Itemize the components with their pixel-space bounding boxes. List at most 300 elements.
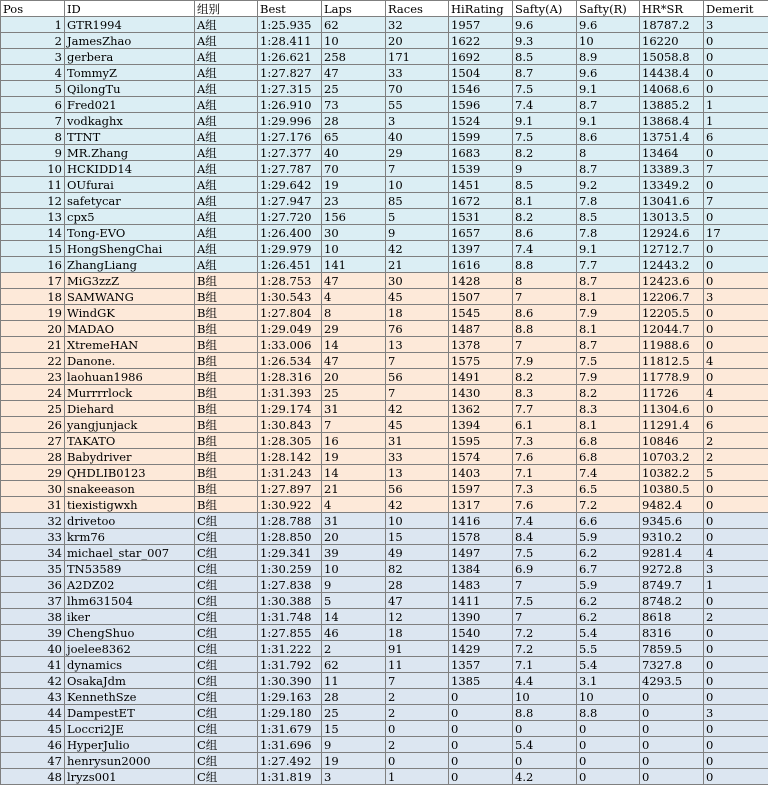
cell-races[interactable]: 29 <box>386 145 449 161</box>
cell-hirating[interactable]: 1692 <box>449 49 513 65</box>
cell-safty-r[interactable]: 0 <box>577 721 640 737</box>
cell-safty-r[interactable]: 8.1 <box>577 321 640 337</box>
cell-races[interactable]: 21 <box>386 257 449 273</box>
cell-id[interactable]: WindGK <box>65 305 195 321</box>
cell-hirating[interactable]: 1483 <box>449 577 513 593</box>
cell-safty-r[interactable]: 8.3 <box>577 401 640 417</box>
cell-best[interactable]: 1:29.341 <box>258 545 322 561</box>
cell-group[interactable]: C组 <box>195 689 258 705</box>
cell-demerit[interactable]: 1 <box>704 97 768 113</box>
cell-laps[interactable]: 29 <box>322 321 386 337</box>
cell-pos[interactable]: 20 <box>1 321 65 337</box>
cell-hirating[interactable]: 1451 <box>449 177 513 193</box>
cell-hr-sr[interactable]: 10703.2 <box>640 449 704 465</box>
cell-group[interactable]: C组 <box>195 769 258 785</box>
cell-group[interactable]: A组 <box>195 209 258 225</box>
cell-hirating[interactable]: 1378 <box>449 337 513 353</box>
cell-demerit[interactable]: 0 <box>704 753 768 769</box>
cell-laps[interactable]: 25 <box>322 705 386 721</box>
cell-races[interactable]: 7 <box>386 673 449 689</box>
table-row[interactable] <box>1 81 768 97</box>
cell-safty-r[interactable]: 7.9 <box>577 369 640 385</box>
cell-pos[interactable]: 3 <box>1 49 65 65</box>
cell-hirating[interactable]: 1599 <box>449 129 513 145</box>
cell-demerit[interactable]: 0 <box>704 593 768 609</box>
cell-pos[interactable]: 23 <box>1 369 65 385</box>
table-row[interactable] <box>1 209 768 225</box>
cell-safty-a[interactable]: 8.6 <box>513 225 577 241</box>
cell-id[interactable]: Danone. <box>65 353 195 369</box>
cell-group[interactable]: A组 <box>195 145 258 161</box>
cell-laps[interactable]: 258 <box>322 49 386 65</box>
table-row[interactable] <box>1 529 768 545</box>
table-row[interactable] <box>1 305 768 321</box>
cell-id[interactable]: TN53589 <box>65 561 195 577</box>
cell-safty-r[interactable]: 5.5 <box>577 641 640 657</box>
cell-races[interactable]: 76 <box>386 321 449 337</box>
cell-id[interactable]: joelee8362 <box>65 641 195 657</box>
cell-best[interactable]: 1:27.492 <box>258 753 322 769</box>
column-header-best[interactable]: Best <box>258 1 322 17</box>
cell-group[interactable]: C组 <box>195 561 258 577</box>
cell-laps[interactable]: 28 <box>322 689 386 705</box>
cell-races[interactable]: 32 <box>386 17 449 33</box>
cell-races[interactable]: 47 <box>386 593 449 609</box>
cell-laps[interactable]: 65 <box>322 129 386 145</box>
cell-group[interactable]: A组 <box>195 225 258 241</box>
column-header-demerit[interactable]: Demerit <box>704 1 768 17</box>
cell-group[interactable]: B组 <box>195 465 258 481</box>
table-row[interactable] <box>1 145 768 161</box>
table-row[interactable] <box>1 257 768 273</box>
cell-id[interactable]: GTR1994 <box>65 17 195 33</box>
cell-id[interactable]: krm76 <box>65 529 195 545</box>
cell-hirating[interactable]: 0 <box>449 753 513 769</box>
cell-laps[interactable]: 11 <box>322 673 386 689</box>
cell-hr-sr[interactable]: 13464 <box>640 145 704 161</box>
cell-hirating[interactable]: 1357 <box>449 657 513 673</box>
cell-hirating[interactable]: 1416 <box>449 513 513 529</box>
cell-laps[interactable]: 4 <box>322 497 386 513</box>
cell-safty-a[interactable]: 7.5 <box>513 593 577 609</box>
cell-safty-r[interactable]: 8.7 <box>577 161 640 177</box>
cell-id[interactable]: Diehard <box>65 401 195 417</box>
cell-group[interactable]: C组 <box>195 577 258 593</box>
cell-best[interactable]: 1:30.388 <box>258 593 322 609</box>
cell-races[interactable]: 45 <box>386 289 449 305</box>
table-row[interactable] <box>1 385 768 401</box>
cell-id[interactable]: HyperJulio <box>65 737 195 753</box>
cell-laps[interactable]: 19 <box>322 177 386 193</box>
cell-hirating[interactable]: 1596 <box>449 97 513 113</box>
cell-best[interactable]: 1:31.792 <box>258 657 322 673</box>
cell-hirating[interactable]: 1524 <box>449 113 513 129</box>
cell-best[interactable]: 1:27.947 <box>258 193 322 209</box>
cell-group[interactable]: C组 <box>195 545 258 561</box>
cell-laps[interactable]: 39 <box>322 545 386 561</box>
cell-id[interactable]: MR.Zhang <box>65 145 195 161</box>
column-header-laps[interactable]: Laps <box>322 1 386 17</box>
cell-best[interactable]: 1:31.393 <box>258 385 322 401</box>
cell-id[interactable]: Loccri2JE <box>65 721 195 737</box>
cell-demerit[interactable]: 1 <box>704 113 768 129</box>
cell-hirating[interactable]: 0 <box>449 721 513 737</box>
cell-best[interactable]: 1:27.720 <box>258 209 322 225</box>
cell-demerit[interactable]: 0 <box>704 177 768 193</box>
cell-hirating[interactable]: 1540 <box>449 625 513 641</box>
cell-races[interactable]: 2 <box>386 689 449 705</box>
cell-best[interactable]: 1:27.855 <box>258 625 322 641</box>
cell-safty-a[interactable]: 0 <box>513 721 577 737</box>
cell-pos[interactable]: 28 <box>1 449 65 465</box>
cell-safty-r[interactable]: 6.2 <box>577 593 640 609</box>
cell-safty-r[interactable]: 5.9 <box>577 577 640 593</box>
cell-demerit[interactable]: 0 <box>704 273 768 289</box>
cell-safty-r[interactable]: 6.2 <box>577 609 640 625</box>
cell-races[interactable]: 15 <box>386 529 449 545</box>
cell-safty-r[interactable]: 7.8 <box>577 225 640 241</box>
cell-group[interactable]: C组 <box>195 721 258 737</box>
table-row[interactable] <box>1 225 768 241</box>
cell-safty-a[interactable]: 8.7 <box>513 65 577 81</box>
cell-id[interactable]: HongShengChai <box>65 241 195 257</box>
cell-races[interactable]: 31 <box>386 433 449 449</box>
cell-safty-a[interactable]: 9 <box>513 161 577 177</box>
cell-id[interactable]: QHDLIB0123 <box>65 465 195 481</box>
cell-pos[interactable]: 17 <box>1 273 65 289</box>
column-header-hirating[interactable]: HiRating <box>449 1 513 17</box>
cell-group[interactable]: C组 <box>195 657 258 673</box>
cell-pos[interactable]: 2 <box>1 33 65 49</box>
cell-group[interactable]: A组 <box>195 65 258 81</box>
cell-best[interactable]: 1:33.006 <box>258 337 322 353</box>
cell-safty-a[interactable]: 6.1 <box>513 417 577 433</box>
table-row[interactable] <box>1 433 768 449</box>
cell-demerit[interactable]: 17 <box>704 225 768 241</box>
cell-safty-r[interactable]: 6.8 <box>577 449 640 465</box>
cell-group[interactable]: C组 <box>195 737 258 753</box>
cell-best[interactable]: 1:29.996 <box>258 113 322 129</box>
cell-hr-sr[interactable]: 12423.6 <box>640 273 704 289</box>
cell-hirating[interactable]: 1317 <box>449 497 513 513</box>
cell-safty-a[interactable]: 8.8 <box>513 321 577 337</box>
cell-hirating[interactable]: 1578 <box>449 529 513 545</box>
cell-best[interactable]: 1:26.534 <box>258 353 322 369</box>
cell-pos[interactable]: 30 <box>1 481 65 497</box>
cell-safty-a[interactable]: 8 <box>513 273 577 289</box>
cell-safty-a[interactable]: 7 <box>513 289 577 305</box>
cell-laps[interactable]: 28 <box>322 113 386 129</box>
cell-best[interactable]: 1:30.922 <box>258 497 322 513</box>
cell-pos[interactable]: 8 <box>1 129 65 145</box>
cell-best[interactable]: 1:31.748 <box>258 609 322 625</box>
cell-laps[interactable]: 30 <box>322 225 386 241</box>
cell-hr-sr[interactable]: 14438.4 <box>640 65 704 81</box>
cell-hr-sr[interactable]: 9310.2 <box>640 529 704 545</box>
cell-laps[interactable]: 20 <box>322 369 386 385</box>
table-row[interactable] <box>1 17 768 33</box>
cell-id[interactable]: HCKIDD14 <box>65 161 195 177</box>
cell-id[interactable]: henrysun2000 <box>65 753 195 769</box>
cell-hr-sr[interactable]: 9281.4 <box>640 545 704 561</box>
cell-best[interactable]: 1:27.176 <box>258 129 322 145</box>
cell-group[interactable]: A组 <box>195 241 258 257</box>
cell-safty-r[interactable]: 5.4 <box>577 657 640 673</box>
table-row[interactable] <box>1 33 768 49</box>
cell-hr-sr[interactable]: 7859.5 <box>640 641 704 657</box>
cell-safty-a[interactable]: 7.3 <box>513 433 577 449</box>
cell-pos[interactable]: 25 <box>1 401 65 417</box>
cell-id[interactable]: JamesZhao <box>65 33 195 49</box>
table-row[interactable] <box>1 513 768 529</box>
cell-best[interactable]: 1:29.642 <box>258 177 322 193</box>
cell-demerit[interactable]: 0 <box>704 497 768 513</box>
cell-laps[interactable]: 47 <box>322 353 386 369</box>
cell-demerit[interactable]: 0 <box>704 689 768 705</box>
cell-demerit[interactable]: 4 <box>704 353 768 369</box>
cell-best[interactable]: 1:28.753 <box>258 273 322 289</box>
cell-hr-sr[interactable]: 13389.3 <box>640 161 704 177</box>
cell-best[interactable]: 1:26.400 <box>258 225 322 241</box>
table-row[interactable] <box>1 753 768 769</box>
cell-hr-sr[interactable]: 13885.2 <box>640 97 704 113</box>
cell-hirating[interactable]: 1384 <box>449 561 513 577</box>
cell-pos[interactable]: 11 <box>1 177 65 193</box>
cell-hr-sr[interactable]: 11304.6 <box>640 401 704 417</box>
cell-races[interactable]: 7 <box>386 353 449 369</box>
cell-best[interactable]: 1:28.142 <box>258 449 322 465</box>
cell-safty-a[interactable]: 7.2 <box>513 641 577 657</box>
cell-hr-sr[interactable]: 14068.6 <box>640 81 704 97</box>
cell-races[interactable]: 171 <box>386 49 449 65</box>
cell-best[interactable]: 1:26.621 <box>258 49 322 65</box>
cell-pos[interactable]: 35 <box>1 561 65 577</box>
cell-demerit[interactable]: 0 <box>704 673 768 689</box>
cell-safty-a[interactable]: 4.2 <box>513 769 577 785</box>
cell-best[interactable]: 1:31.243 <box>258 465 322 481</box>
cell-pos[interactable]: 10 <box>1 161 65 177</box>
cell-id[interactable]: Tong-EVO <box>65 225 195 241</box>
cell-safty-r[interactable]: 0 <box>577 753 640 769</box>
cell-demerit[interactable]: 0 <box>704 641 768 657</box>
cell-pos[interactable]: 48 <box>1 769 65 785</box>
cell-id[interactable]: dynamics <box>65 657 195 673</box>
cell-group[interactable]: C组 <box>195 705 258 721</box>
cell-demerit[interactable]: 1 <box>704 577 768 593</box>
cell-demerit[interactable]: 0 <box>704 481 768 497</box>
cell-races[interactable]: 42 <box>386 241 449 257</box>
cell-demerit[interactable]: 3 <box>704 705 768 721</box>
cell-safty-r[interactable]: 0 <box>577 737 640 753</box>
cell-races[interactable]: 85 <box>386 193 449 209</box>
cell-id[interactable]: XtremeHAN <box>65 337 195 353</box>
cell-id[interactable]: drivetoo <box>65 513 195 529</box>
cell-races[interactable]: 2 <box>386 705 449 721</box>
cell-hr-sr[interactable]: 8748.2 <box>640 593 704 609</box>
cell-laps[interactable]: 141 <box>322 257 386 273</box>
table-row[interactable] <box>1 465 768 481</box>
cell-id[interactable]: lhm631504 <box>65 593 195 609</box>
table-row[interactable] <box>1 321 768 337</box>
table-row[interactable] <box>1 289 768 305</box>
cell-laps[interactable]: 20 <box>322 529 386 545</box>
cell-hirating[interactable]: 1545 <box>449 305 513 321</box>
cell-pos[interactable]: 15 <box>1 241 65 257</box>
cell-laps[interactable]: 47 <box>322 273 386 289</box>
cell-hr-sr[interactable]: 8618 <box>640 609 704 625</box>
cell-id[interactable]: yangjunjack <box>65 417 195 433</box>
cell-laps[interactable]: 9 <box>322 577 386 593</box>
cell-demerit[interactable]: 0 <box>704 305 768 321</box>
cell-best[interactable]: 1:27.315 <box>258 81 322 97</box>
cell-hirating[interactable]: 1390 <box>449 609 513 625</box>
cell-safty-a[interactable]: 7 <box>513 609 577 625</box>
table-row[interactable] <box>1 241 768 257</box>
cell-group[interactable]: A组 <box>195 129 258 145</box>
cell-pos[interactable]: 22 <box>1 353 65 369</box>
table-row[interactable] <box>1 401 768 417</box>
cell-hirating[interactable]: 0 <box>449 737 513 753</box>
cell-demerit[interactable]: 0 <box>704 337 768 353</box>
cell-pos[interactable]: 29 <box>1 465 65 481</box>
cell-safty-a[interactable]: 7.6 <box>513 449 577 465</box>
cell-hirating[interactable]: 0 <box>449 689 513 705</box>
cell-hirating[interactable]: 1539 <box>449 161 513 177</box>
table-row[interactable] <box>1 721 768 737</box>
cell-safty-a[interactable]: 0 <box>513 753 577 769</box>
cell-safty-a[interactable]: 6.9 <box>513 561 577 577</box>
table-row[interactable] <box>1 561 768 577</box>
cell-demerit[interactable]: 0 <box>704 657 768 673</box>
cell-pos[interactable]: 12 <box>1 193 65 209</box>
cell-hr-sr[interactable]: 10846 <box>640 433 704 449</box>
cell-best[interactable]: 1:28.411 <box>258 33 322 49</box>
cell-group[interactable]: B组 <box>195 497 258 513</box>
cell-hirating[interactable]: 1657 <box>449 225 513 241</box>
cell-safty-a[interactable]: 7.2 <box>513 625 577 641</box>
cell-id[interactable]: TAKATO <box>65 433 195 449</box>
table-row[interactable] <box>1 577 768 593</box>
cell-pos[interactable]: 47 <box>1 753 65 769</box>
cell-hr-sr[interactable]: 0 <box>640 753 704 769</box>
cell-hirating[interactable]: 1428 <box>449 273 513 289</box>
cell-laps[interactable]: 62 <box>322 657 386 673</box>
cell-pos[interactable]: 43 <box>1 689 65 705</box>
cell-hr-sr[interactable]: 16220 <box>640 33 704 49</box>
cell-hr-sr[interactable]: 8316 <box>640 625 704 641</box>
cell-demerit[interactable]: 3 <box>704 289 768 305</box>
cell-laps[interactable]: 10 <box>322 561 386 577</box>
cell-hirating[interactable]: 1957 <box>449 17 513 33</box>
table-row[interactable] <box>1 417 768 433</box>
cell-safty-a[interactable]: 4.4 <box>513 673 577 689</box>
cell-group[interactable]: B组 <box>195 433 258 449</box>
cell-pos[interactable]: 40 <box>1 641 65 657</box>
cell-races[interactable]: 30 <box>386 273 449 289</box>
cell-laps[interactable]: 15 <box>322 721 386 737</box>
cell-pos[interactable]: 26 <box>1 417 65 433</box>
cell-best[interactable]: 1:27.804 <box>258 305 322 321</box>
cell-safty-r[interactable]: 6.8 <box>577 433 640 449</box>
cell-safty-r[interactable]: 7.4 <box>577 465 640 481</box>
cell-demerit[interactable]: 2 <box>704 609 768 625</box>
cell-safty-a[interactable]: 7.3 <box>513 481 577 497</box>
cell-safty-r[interactable]: 0 <box>577 769 640 785</box>
cell-demerit[interactable]: 0 <box>704 65 768 81</box>
cell-laps[interactable]: 70 <box>322 161 386 177</box>
cell-safty-r[interactable]: 8.5 <box>577 209 640 225</box>
cell-safty-a[interactable]: 8.8 <box>513 257 577 273</box>
cell-safty-a[interactable]: 9.6 <box>513 17 577 33</box>
table-row[interactable] <box>1 353 768 369</box>
cell-hr-sr[interactable]: 0 <box>640 721 704 737</box>
cell-laps[interactable]: 73 <box>322 97 386 113</box>
cell-best[interactable]: 1:29.174 <box>258 401 322 417</box>
table-row[interactable] <box>1 177 768 193</box>
cell-hirating[interactable]: 1394 <box>449 417 513 433</box>
cell-group[interactable]: A组 <box>195 17 258 33</box>
cell-group[interactable]: C组 <box>195 625 258 641</box>
cell-id[interactable]: vodkaghx <box>65 113 195 129</box>
cell-id[interactable]: cpx5 <box>65 209 195 225</box>
cell-races[interactable]: 11 <box>386 657 449 673</box>
cell-laps[interactable]: 8 <box>322 305 386 321</box>
cell-safty-a[interactable]: 7.5 <box>513 81 577 97</box>
table-row[interactable] <box>1 737 768 753</box>
cell-id[interactable]: TommyZ <box>65 65 195 81</box>
cell-laps[interactable]: 14 <box>322 609 386 625</box>
cell-demerit[interactable]: 0 <box>704 369 768 385</box>
cell-hirating[interactable]: 1546 <box>449 81 513 97</box>
cell-laps[interactable]: 19 <box>322 449 386 465</box>
column-header-races[interactable]: Races <box>386 1 449 17</box>
cell-hirating[interactable]: 1497 <box>449 545 513 561</box>
table-row[interactable] <box>1 113 768 129</box>
cell-races[interactable]: 49 <box>386 545 449 561</box>
cell-laps[interactable]: 10 <box>322 241 386 257</box>
cell-pos[interactable]: 32 <box>1 513 65 529</box>
cell-safty-r[interactable]: 6.2 <box>577 545 640 561</box>
column-header-group[interactable]: 组别 <box>195 1 258 17</box>
cell-id[interactable]: michael_star_007 <box>65 545 195 561</box>
cell-demerit[interactable]: 0 <box>704 33 768 49</box>
cell-best[interactable]: 1:26.451 <box>258 257 322 273</box>
cell-demerit[interactable]: 0 <box>704 81 768 97</box>
cell-races[interactable]: 56 <box>386 481 449 497</box>
table-row[interactable] <box>1 769 768 785</box>
cell-id[interactable]: gerbera <box>65 49 195 65</box>
column-header-safty-r[interactable]: Safty(R) <box>577 1 640 17</box>
cell-hr-sr[interactable]: 18787.2 <box>640 17 704 33</box>
cell-id[interactable]: Babydriver <box>65 449 195 465</box>
table-row[interactable] <box>1 49 768 65</box>
cell-safty-a[interactable]: 8.6 <box>513 305 577 321</box>
cell-id[interactable]: MiG3zzZ <box>65 273 195 289</box>
cell-group[interactable]: C组 <box>195 673 258 689</box>
cell-hr-sr[interactable]: 12205.5 <box>640 305 704 321</box>
cell-id[interactable]: laohuan1986 <box>65 369 195 385</box>
cell-hr-sr[interactable]: 10380.5 <box>640 481 704 497</box>
cell-races[interactable]: 20 <box>386 33 449 49</box>
cell-safty-a[interactable]: 8.4 <box>513 529 577 545</box>
cell-hirating[interactable]: 1385 <box>449 673 513 689</box>
cell-safty-a[interactable]: 7.1 <box>513 465 577 481</box>
cell-safty-r[interactable]: 7.9 <box>577 305 640 321</box>
cell-safty-a[interactable]: 7.4 <box>513 513 577 529</box>
cell-laps[interactable]: 21 <box>322 481 386 497</box>
cell-group[interactable]: A组 <box>195 81 258 97</box>
cell-best[interactable]: 1:31.679 <box>258 721 322 737</box>
